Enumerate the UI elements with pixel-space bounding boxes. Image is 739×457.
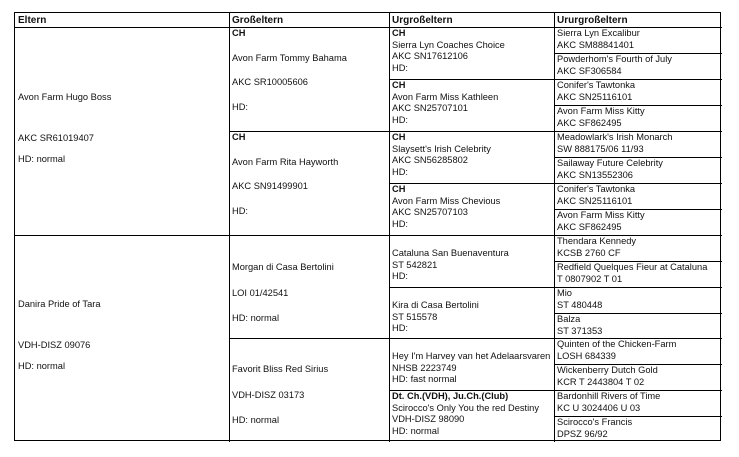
pedigree-table <box>14 12 721 441</box>
gg-grandparent-reg: KCSB 2760 CF <box>557 247 621 258</box>
great-grandparent-name: Cataluna San Buenaventura <box>392 248 509 258</box>
gg-grandparent-name: Avon Farm Miss Kitty <box>557 210 645 220</box>
gg-grandparent <box>554 210 722 233</box>
header-grosseltern: Großeltern <box>229 13 389 28</box>
great-grandparent-title: Dt. Ch.(VDH), Ju.Ch.(Club) <box>392 391 509 401</box>
gg-grandparent <box>554 184 722 207</box>
great-grandparent <box>389 391 554 437</box>
gg-grandparent <box>554 365 722 388</box>
parent-reg: AKC SR61019407 <box>18 132 94 143</box>
great-grandparent-name: Avon Farm Miss Kathleen <box>392 91 499 102</box>
gg-grandparent-reg: AKC SN25116101 <box>557 91 633 102</box>
gg-grandparent-name: Mio <box>557 288 572 298</box>
great-grandparent-name: Sierra Lyn Coaches Choice <box>392 39 505 50</box>
great-grandparent <box>389 132 554 178</box>
grandparent-reg: AKC SR10005606 <box>232 77 308 88</box>
gg-grandparent <box>554 132 722 155</box>
gg-grandparent-name: Meadowlark's Irish Monarch <box>557 132 673 142</box>
gg-grandparent-name: Scirocco's Francis <box>557 417 633 427</box>
gg-grandparent-reg: AKC SF862495 <box>557 221 622 232</box>
grandparent <box>229 132 389 217</box>
grandparent-hd: HD: <box>232 101 249 112</box>
gg-grandparent <box>554 106 722 129</box>
great-grandparent <box>389 351 554 386</box>
gg-grandparent-reg: KC U 3024406 U 03 <box>557 402 641 413</box>
great-grandparent-hd: HD: <box>392 166 409 177</box>
gg-grandparent <box>554 417 722 440</box>
gg-grandparent <box>554 80 722 103</box>
great-grandparent-reg: ST 542821 <box>392 259 438 270</box>
gg-grandparent-reg: KCR T 2443804 T 02 <box>557 376 645 387</box>
great-grandparent-reg: AKC SN17612106 <box>392 51 468 62</box>
great-grandparent-hd: HD: fast normal <box>392 374 457 385</box>
parent-hd: HD: normal <box>18 361 66 372</box>
great-grandparent-reg: ST 515578 <box>392 311 438 322</box>
great-grandparent-reg: AKC SN25707103 <box>392 207 468 218</box>
great-grandparent <box>389 300 554 335</box>
header-urgrosseltern: Urgroßeltern <box>389 13 554 28</box>
gg-grandparent-reg: AKC SM88841401 <box>557 39 635 50</box>
gg-grandparent-name: Avon Farm Miss Kitty <box>557 106 645 116</box>
parent-dam <box>15 299 229 373</box>
gg-grandparent <box>554 391 722 414</box>
grandparent <box>229 364 389 427</box>
great-grandparent-hd: HD: normal <box>392 425 440 436</box>
grandparent <box>229 262 389 325</box>
grandparent-name: Avon Farm Rita Hayworth <box>232 156 339 167</box>
gg-grandparent <box>554 158 722 181</box>
parent-name: Avon Farm Hugo Boss <box>18 92 112 102</box>
header-eltern: Eltern <box>15 13 229 28</box>
gg-grandparent-name: Conifer's Tawtonka <box>557 80 636 90</box>
parent-sire <box>15 92 229 166</box>
great-grandparent-title: CH <box>392 132 406 142</box>
grandparent-title: CH <box>232 132 246 142</box>
grandparent-title: CH <box>232 28 246 38</box>
great-grandparent <box>389 184 554 230</box>
gg-grandparent-reg: AKC SN13552306 <box>557 169 633 180</box>
grandparent-reg: AKC SN91499901 <box>232 181 308 192</box>
great-grandparent-title: CH <box>392 184 406 194</box>
great-grandparent-hd: HD: <box>392 271 409 282</box>
great-grandparent-reg: AKC SN25707101 <box>392 103 468 114</box>
gg-grandparent-reg: AKC SN25116101 <box>557 195 633 206</box>
great-grandparent-reg: NHSB 2223749 <box>392 362 457 373</box>
grandparent-hd: HD: normal <box>232 415 280 426</box>
great-grandparent-name: Scirocco's Only You the red Destiny <box>392 402 539 413</box>
great-grandparent <box>389 80 554 126</box>
grandparent-hd: HD: normal <box>232 313 280 324</box>
header-ururgrosseltern: Ururgroßeltern <box>554 13 722 28</box>
great-grandparent-name: Hey I'm Harvey van het Adelaarsvaren <box>392 351 551 361</box>
great-grandparent-name: Avon Farm Miss Chevious <box>392 195 501 206</box>
gg-grandparent-reg: ST 480448 <box>557 299 603 310</box>
great-grandparent-hd: HD: <box>392 323 409 334</box>
gg-grandparent <box>554 288 722 311</box>
grandparent-reg: LOI 01/42541 <box>232 287 289 298</box>
gg-grandparent <box>554 339 722 362</box>
grandparent <box>229 28 389 113</box>
parent-reg: VDH-DISZ 09076 <box>18 339 91 350</box>
gg-grandparent <box>554 236 722 259</box>
gg-grandparent-name: Redfield Quelques Fieur at Cataluna <box>557 262 708 272</box>
great-grandparent-name: Slaysett's Irish Celebrity <box>392 143 491 154</box>
gg-grandparent-name: Wickenberry Dutch Gold <box>557 365 658 375</box>
gg-grandparent-reg: DPSZ 96/92 <box>557 428 608 439</box>
grandparent-name: Morgan di Casa Bertolini <box>232 262 334 272</box>
gg-grandparent-name: Powderhom's Fourth of July <box>557 54 672 64</box>
grandparent-name: Favorit Bliss Red Sirius <box>232 364 329 374</box>
gg-grandparent-reg: T 0807902 T 01 <box>557 273 623 284</box>
great-grandparent-hd: HD: <box>392 62 409 73</box>
great-grandparent <box>389 28 554 74</box>
gg-grandparent-name: Sailaway Future Celebrity <box>557 158 663 168</box>
gg-grandparent <box>554 28 722 51</box>
great-grandparent-reg: VDH-DISZ 98090 <box>392 414 465 425</box>
gg-grandparent-name: Sierra Lyn Excalibur <box>557 28 640 38</box>
grandparent-name: Avon Farm Tommy Bahama <box>232 52 347 63</box>
gg-grandparent-reg: ST 371353 <box>557 325 603 336</box>
grandparent-hd: HD: <box>232 205 249 216</box>
grandparent-reg: VDH-DISZ 03173 <box>232 389 305 400</box>
gg-grandparent-reg: LOSH 684339 <box>557 350 616 361</box>
gg-grandparent <box>554 262 722 285</box>
parent-name: Danira Pride of Tara <box>18 299 101 309</box>
gg-grandparent-reg: AKC SF862495 <box>557 117 622 128</box>
great-grandparent <box>389 248 554 283</box>
gg-grandparent-name: Balza <box>557 314 581 324</box>
gg-grandparent <box>554 54 722 77</box>
great-grandparent-title: CH <box>392 28 406 38</box>
gg-grandparent-name: Conifer's Tawtonka <box>557 184 636 194</box>
great-grandparent-name: Kira di Casa Bertolini <box>392 300 479 310</box>
gg-grandparent-name: Quinten of the Chicken-Farm <box>557 339 677 349</box>
gg-grandparent <box>554 314 722 337</box>
great-grandparent-reg: AKC SN56285802 <box>392 155 468 166</box>
gg-grandparent-reg: AKC SF306584 <box>557 65 622 76</box>
great-grandparent-hd: HD: <box>392 114 409 125</box>
parent-hd: HD: normal <box>18 154 66 165</box>
great-grandparent-hd: HD: <box>392 218 409 229</box>
gg-grandparent-reg: SW 888175/06 11/93 <box>557 143 644 154</box>
gg-grandparent-name: Thendara Kennedy <box>557 236 637 246</box>
great-grandparent-title: CH <box>392 80 406 90</box>
gg-grandparent-name: Bardonhill Rivers of Time <box>557 391 661 401</box>
